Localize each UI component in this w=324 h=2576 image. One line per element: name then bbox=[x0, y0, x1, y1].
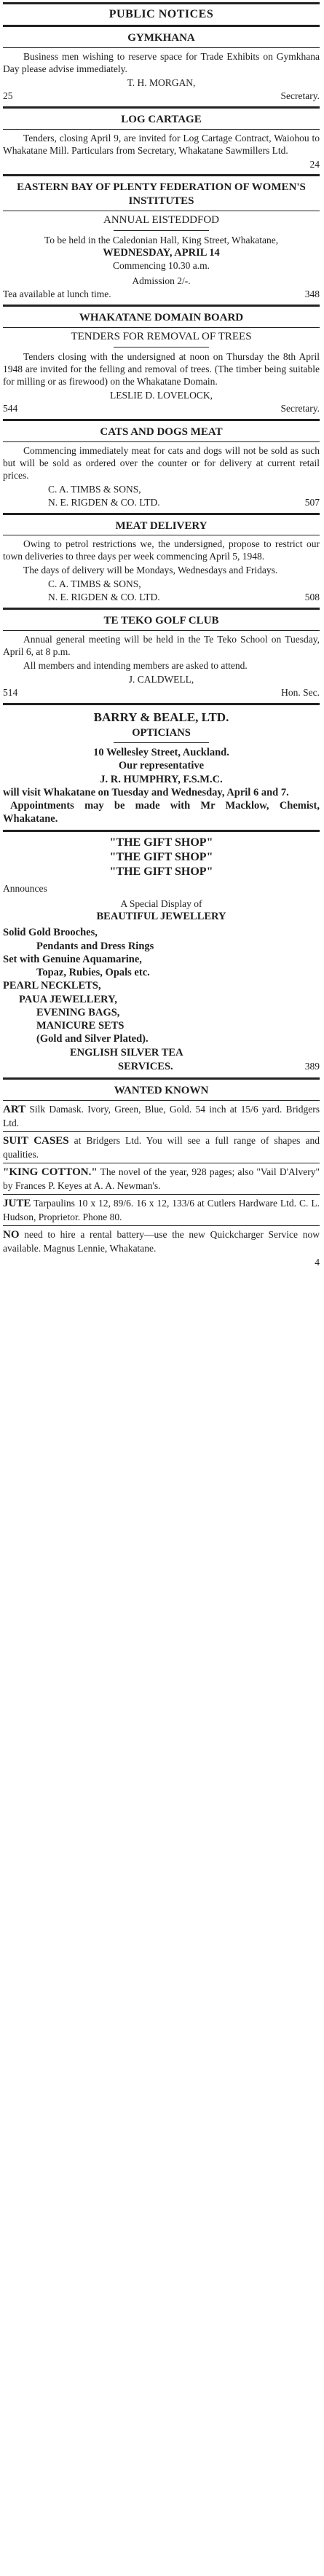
barry-beale-rep-name: J. R. HUMPHRY, F.S.M.C. bbox=[100, 773, 223, 785]
meat-delivery-signatory-2: N. E. RIGDEN & CO. LTD. bbox=[48, 592, 160, 603]
divider bbox=[3, 174, 320, 176]
gift-shop-line: Pendants and Dress Rings bbox=[36, 940, 154, 952]
te-teko-footer bbox=[3, 686, 320, 699]
gift-shop-title-1: "THE GIFT SHOP" bbox=[109, 836, 213, 849]
wanted-known-section bbox=[3, 1082, 320, 1269]
gift-shop-line: Topaz, Rubies, Opals etc. bbox=[36, 967, 150, 979]
gymkhana-body: Business men wishing to reserve space for Trade Exhibits on Gymkhana Day please advise immediately. bbox=[3, 51, 320, 75]
ad-reference-number: 25 bbox=[3, 90, 13, 102]
wanted-item bbox=[3, 1134, 320, 1161]
divider bbox=[3, 703, 320, 705]
womens-institutes-footer bbox=[3, 288, 320, 300]
masthead-rule bbox=[3, 25, 320, 27]
gift-shop-announces: Announces bbox=[3, 883, 47, 895]
event-venue: To be held in the Caledonian Hall, King Street, Whakatane, bbox=[44, 234, 279, 246]
cats-dogs-heading: CATS AND DOGS MEAT bbox=[100, 425, 223, 438]
event-time: Commencing 10.30 a.m. bbox=[112, 259, 210, 271]
gift-shop-line: PAUA JEWELLERY, bbox=[19, 993, 117, 1005]
short-divider bbox=[114, 742, 209, 743]
log-cartage-body: Tenders, closing April 9, are invited for Log Cartage Contract, Waiohou to Whakatane Mill. Particulars from Secretary, Whakatane Sawmillers Ltd. bbox=[3, 132, 320, 156]
public-notices-column bbox=[0, 2, 324, 1270]
wanted-item-lead: NO bbox=[3, 1228, 20, 1241]
te-teko-signatory: J. CALDWELL, bbox=[128, 674, 194, 686]
barry-beale-address: 10 Wellesley Street, Auckland. bbox=[93, 747, 229, 758]
divider bbox=[3, 129, 320, 130]
signatory-role: Hon. Sec. bbox=[281, 687, 320, 699]
domain-board-heading: WHAKATANE DOMAIN BOARD bbox=[79, 311, 244, 323]
top-rule bbox=[3, 2, 320, 4]
barry-beale-body: will visit Whakatane on Tuesday and Wednesday, April 6 and 7. bbox=[3, 786, 289, 798]
log-cartage-heading: LOG CARTAGE bbox=[121, 114, 202, 126]
gift-shop-line: EVENING BAGS, bbox=[36, 1006, 120, 1018]
cats-dogs-signatory-1: C. A. TIMBS & SONS, bbox=[48, 483, 141, 495]
gymkhana-notice bbox=[3, 29, 320, 104]
gift-shop-display-1: A Special Display of bbox=[120, 898, 202, 910]
divider bbox=[3, 513, 320, 515]
divider bbox=[3, 441, 320, 442]
gymkhana-signatory: T. H. MORGAN, bbox=[127, 77, 196, 89]
gift-shop-line: MANICURE SETS bbox=[36, 1020, 125, 1032]
ad-reference-number: 514 bbox=[3, 687, 18, 699]
ad-reference-number: 348 bbox=[304, 288, 320, 299]
signatory-role: Secretary. bbox=[280, 402, 320, 414]
gift-shop-title-3: "THE GIFT SHOP" bbox=[109, 865, 213, 878]
gift-shop-line: SERVICES. bbox=[118, 1060, 173, 1072]
wanted-item-text: Silk Damask. Ivory, Green, Blue, Gold. 54 inch at 15/6 yard. Bridgers Ltd. bbox=[3, 1104, 320, 1129]
gift-shop-display-2: BEAUTIFUL JEWELLERY bbox=[96, 911, 226, 923]
domain-board-subheading: TENDERS FOR REMOVAL OF TREES bbox=[71, 330, 252, 342]
divider bbox=[3, 1225, 320, 1226]
gymkhana-heading: GYMKHANA bbox=[127, 32, 195, 44]
barry-beale-subheading: OPTICIANS bbox=[132, 726, 191, 739]
wanted-item-lead: "KING COTTON." bbox=[3, 1166, 98, 1178]
meat-delivery-notice bbox=[3, 517, 320, 606]
wanted-item-text: need to hire a rental battery—use the new Quickcharger Service now available. Magnus Lennie, Whakatane. bbox=[3, 1228, 320, 1254]
event-title: ANNUAL EISTEDDFOD bbox=[103, 213, 220, 226]
meat-delivery-body-2: The days of delivery will be Mondays, Wednesdays and Fridays. bbox=[23, 565, 278, 576]
divider bbox=[3, 1131, 320, 1132]
gift-shop-line: PEARL NECKLETS, bbox=[3, 980, 101, 992]
ad-reference-number: 24 bbox=[309, 158, 320, 170]
signatory-role: Secretary. bbox=[280, 90, 320, 102]
divider bbox=[3, 830, 320, 832]
ad-reference-number: 4 bbox=[315, 1256, 320, 1268]
divider bbox=[3, 419, 320, 421]
wanted-item-lead: ART bbox=[3, 1104, 26, 1116]
wanted-known-heading: WANTED KNOWN bbox=[114, 1085, 209, 1097]
event-admission: Admission 2/-. bbox=[132, 275, 191, 286]
meat-delivery-footer bbox=[3, 591, 320, 603]
divider bbox=[3, 608, 320, 610]
wanted-item-text: at Bridgers Ltd. You will see a full range of shapes and qualities. bbox=[3, 1135, 320, 1160]
event-date: WEDNESDAY, APRIL 14 bbox=[103, 246, 220, 259]
gift-shop-title-2: "THE GIFT SHOP" bbox=[109, 850, 213, 863]
ad-reference-number: 507 bbox=[304, 496, 320, 508]
te-teko-heading: TE TEKO GOLF CLUB bbox=[103, 615, 219, 627]
barry-beale-rep-label: Our representative bbox=[118, 760, 205, 772]
cats-dogs-signatory-2: N. E. RIGDEN & CO. LTD. bbox=[48, 496, 160, 508]
divider bbox=[3, 327, 320, 328]
wanted-item-text: Tarpaulins 10 x 12, 89/6. 16 x 12, 133/6 at Cutlers Hardware Ltd. C. L. Hudson, Proprietor. Phone 80. bbox=[3, 1197, 320, 1222]
wanted-item bbox=[3, 1103, 320, 1129]
barry-beale-advert bbox=[3, 707, 320, 827]
wanted-item-lead: JUTE bbox=[3, 1197, 31, 1209]
ad-reference-number: 389 bbox=[304, 1060, 320, 1072]
meat-delivery-body: Owing to petrol restrictions we, the undersigned, propose to restrict our town deliveries to three days per week commencing April 5, 1948. bbox=[3, 538, 320, 562]
divider bbox=[3, 1077, 320, 1080]
event-tea: Tea available at lunch time. bbox=[3, 288, 111, 299]
gift-shop-footer bbox=[3, 1060, 320, 1073]
te-teko-notice bbox=[3, 612, 320, 701]
cats-dogs-body: Commencing immediately meat for cats and dogs will not be sold as such but will be sold as ordered over the counter or for delivery at current retail prices. bbox=[3, 444, 320, 481]
ad-reference-number: 544 bbox=[3, 402, 18, 414]
gift-shop-advert bbox=[3, 834, 320, 1076]
divider bbox=[3, 47, 320, 48]
barry-beale-heading: BARRY & BEALE, LTD. bbox=[93, 710, 229, 725]
barry-beale-body-2: Appointments may be made with Mr Macklow, Chemist, Whakatane. bbox=[3, 800, 320, 825]
gift-shop-line: ENGLISH SILVER TEA bbox=[70, 1046, 183, 1059]
meat-delivery-signatory-1: C. A. TIMBS & SONS, bbox=[48, 578, 141, 590]
divider bbox=[3, 1194, 320, 1195]
womens-institutes-notice bbox=[3, 178, 320, 302]
wanted-item-text: The novel of the year, 928 pages; also "Vail D'Alvery" by Frances P. Keyes at A. A. Newman's. bbox=[3, 1166, 320, 1191]
domain-board-footer bbox=[3, 402, 320, 415]
domain-board-body: Tenders closing with the undersigned at noon on Thursday the 8th April 1948 are invited for the felling and removal of trees. (The timber being suitable for milling or as firewood) on the Whakatane Domain. bbox=[3, 350, 320, 387]
wanted-item bbox=[3, 1197, 320, 1223]
divider bbox=[3, 1100, 320, 1101]
womens-institutes-heading: EASTERN BAY OF PLENTY FEDERATION OF WOMEN'S INSTITUTES bbox=[17, 181, 306, 207]
gift-shop-line: (Gold and Silver Plated). bbox=[36, 1033, 149, 1045]
gymkhana-footer bbox=[3, 90, 320, 102]
divider bbox=[3, 305, 320, 307]
cats-dogs-notice bbox=[3, 423, 320, 511]
te-teko-body-2: All members and intending members are asked to attend. bbox=[23, 660, 248, 672]
wanted-item-lead: SUIT CASES bbox=[3, 1135, 69, 1147]
wanted-item bbox=[3, 1166, 320, 1192]
cats-dogs-footer bbox=[3, 496, 320, 508]
divider bbox=[3, 106, 320, 109]
short-divider bbox=[114, 230, 209, 231]
meat-delivery-heading: MEAT DELIVERY bbox=[115, 519, 208, 532]
te-teko-body: Annual general meeting will be held in the Te Teko School on Tuesday, April 6, at 8 p.m. bbox=[3, 634, 320, 658]
divider bbox=[3, 630, 320, 631]
ad-reference-number: 508 bbox=[304, 592, 320, 603]
masthead-title: PUBLIC NOTICES bbox=[108, 8, 214, 20]
domain-board-notice bbox=[3, 309, 320, 417]
domain-board-signatory: LESLIE D. LOVELOCK, bbox=[110, 389, 213, 401]
wanted-item bbox=[3, 1228, 320, 1254]
gift-shop-line: Set with Genuine Aquamarine, bbox=[3, 953, 142, 965]
gift-shop-line: Solid Gold Brooches, bbox=[3, 927, 98, 939]
log-cartage-notice bbox=[3, 111, 320, 172]
